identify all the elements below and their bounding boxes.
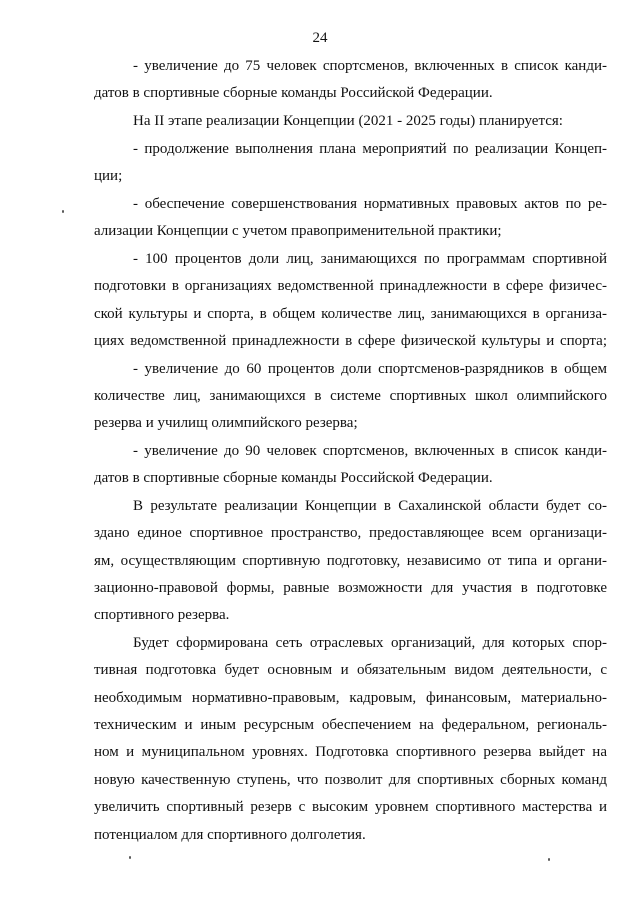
text-line: увеличить спортивный резерв с высоким уровнем спортивного мастерства и bbox=[94, 799, 607, 815]
text-line: - продолжение выполнения плана мероприятий по реализации Концеп- bbox=[133, 141, 607, 157]
text-line: На II этапе реализации Концепции (2021 - 2025 годы) планируется: bbox=[133, 113, 563, 129]
text-line: циях ведомственной принадлежности в сфере физической культуры и спорта; bbox=[94, 333, 607, 349]
text-line: датов в спортивные сборные команды Российской Федерации. bbox=[94, 85, 493, 101]
text-line: зационно-правовой формы, равные возможности для участия в подготовке bbox=[94, 580, 607, 596]
scan-speck bbox=[548, 858, 550, 861]
text-line: ям, осуществляющим спортивную подготовку, независимо от типа и органи- bbox=[94, 553, 607, 569]
text-line: - увеличение до 60 процентов доли спортсменов-разрядников в общем bbox=[133, 361, 607, 377]
text-line: потенциалом для спортивного долголетия. bbox=[94, 827, 366, 843]
text-line: новую качественную ступень, что позволит для спортивных сборных команд bbox=[94, 772, 607, 788]
text-line: необходимым нормативно-правовым, кадровым, финансовым, материально- bbox=[94, 690, 607, 706]
text-line: ализации Концепции с учетом правоприменительной практики; bbox=[94, 223, 502, 239]
text-line: датов в спортивные сборные команды Российской Федерации. bbox=[94, 470, 493, 486]
text-line: ции; bbox=[94, 168, 123, 184]
text-line: спортивного резерва. bbox=[94, 607, 230, 623]
text-line: ном и муниципальном уровнях. Подготовка спортивного резерва выйдет на bbox=[94, 744, 607, 760]
text-line: количестве лиц, занимающихся в системе спортивных школ олимпийского bbox=[94, 388, 607, 404]
text-line: Будет сформирована сеть отраслевых организаций, для которых спор- bbox=[133, 635, 607, 651]
text-line: - обеспечение совершенствования нормативных правовых актов по ре- bbox=[133, 196, 607, 212]
text-line: здано единое спортивное пространство, предоставляющее всем организаци- bbox=[94, 525, 607, 541]
text-line: В результате реализации Концепции в Сахалинской области будет со- bbox=[133, 498, 607, 514]
text-line: ской культуры и спорта, в общем количестве лиц, занимающихся в организа- bbox=[94, 306, 607, 322]
scan-speck bbox=[62, 210, 64, 213]
text-line: тивная подготовка будет основным и обязательным видом деятельности, с bbox=[94, 662, 607, 678]
text-line: резерва и училищ олимпийского резерва; bbox=[94, 415, 358, 431]
text-line: - 100 процентов доли лиц, занимающихся по программам спортивной bbox=[133, 251, 607, 267]
text-line: - увеличение до 90 человек спортсменов, включенных в список канди- bbox=[133, 443, 607, 459]
page-number: 24 bbox=[312, 30, 328, 46]
text-line: техническим и иным ресурсным обеспечением на федеральном, региональ- bbox=[94, 717, 607, 733]
scan-speck bbox=[129, 856, 131, 859]
text-line: подготовки в организациях ведомственной принадлежности в сфере физичес- bbox=[94, 278, 607, 294]
text-line: - увеличение до 75 человек спортсменов, включенных в список канди- bbox=[133, 58, 607, 74]
